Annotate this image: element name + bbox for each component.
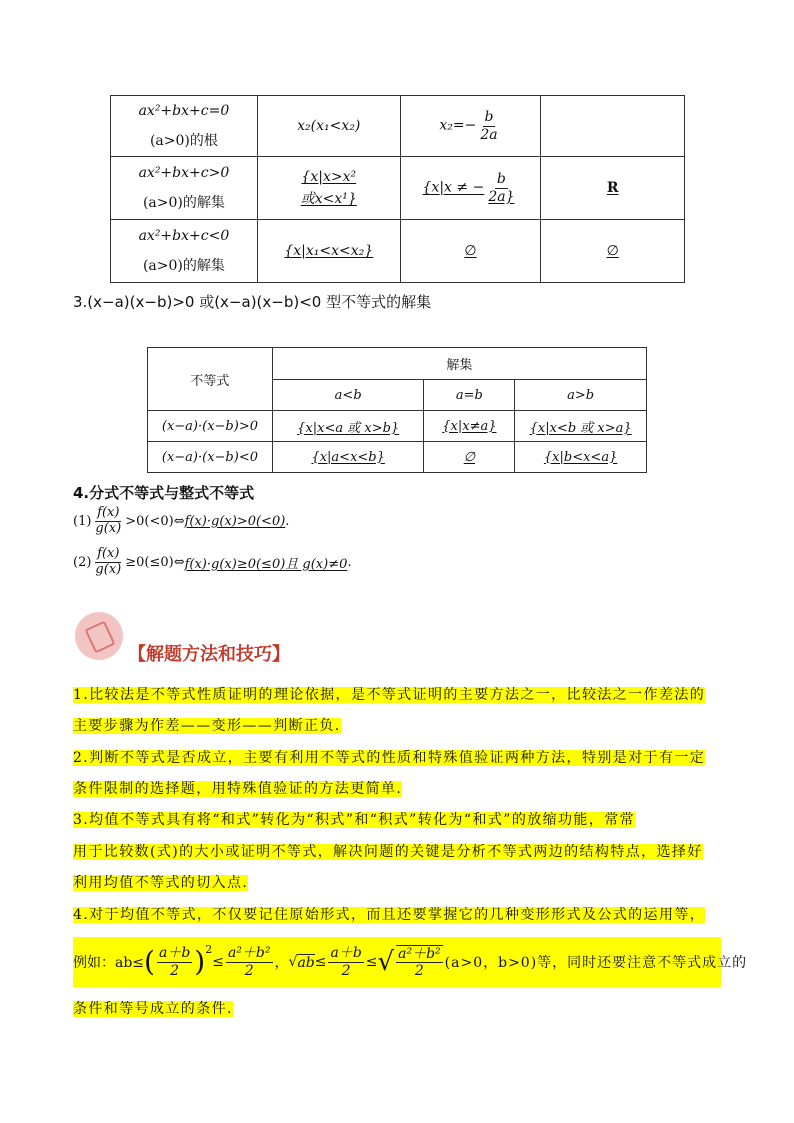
tip-line [73,840,721,864]
tip-line [73,808,721,832]
tip-text: 用于比较数(式)的大小或证明不等式，解决问题的关键是分析不等式两边的结构特点，选择好 [73,844,703,860]
tip-text: 4.对于均值不等式，不仅要记住原始形式，而且还要掌握它的几种变形形式及公式的运用等， [73,907,706,923]
fraction-denominator: 2a [480,126,498,143]
inequality-cell: (x−a)·(x−b)<0 [148,442,273,473]
fraction-numerator: f(x) [97,546,120,561]
table-cell [515,442,647,473]
table-row [111,96,685,157]
cell-text: x₂=− [439,118,477,134]
section-banner-title: 【解题方法和技巧】 [128,644,290,665]
subheader-a-lt-b: a<b [272,380,424,411]
formula-index: (2) [73,554,92,570]
condition-equation: ax²+bx+c=0 [138,103,230,119]
fraction-numerator: b [496,171,506,188]
tip-text: 条件限制的选择题，用特殊值验证的方法更简单. [73,781,403,797]
condition-equation: ax²+bx+c<0 [138,228,230,244]
condition-cell [111,220,258,283]
condition-label: (a>0)的解集 [142,258,225,274]
fraction-denominator: 2a} [488,188,515,205]
header-inequality: 不等式 [148,348,273,411]
formula-result: f(x)·g(x)>0(<0) [184,513,286,529]
table-cell [541,220,685,283]
cell-text: {x|a<x<b} [311,449,385,465]
fraction-numerator: a＋b [330,945,362,962]
tip-text: 条件和等号成立的条件. [73,1001,233,1017]
tip-text: 主要步骤为作差——变形——判断正负. [73,718,341,734]
table-cell [257,220,400,283]
tip-text: 3.均值不等式具有将“和式”转化为“积式”和“积式”转化为“和式”的放缩功能，常常 [73,812,636,828]
square-exponent: 2 [205,943,213,956]
table-row [111,157,685,220]
cell-text: ∅ [463,449,476,465]
cell-text: {x|x<a 或 x>b} [297,420,400,436]
condition-equation: ax²+bx+c>0 [138,165,230,181]
fraction-numerator: a²＋b² [398,945,441,962]
condition-label: (a>0)的根 [149,133,218,149]
cell-text: {x|b<x<a} [543,449,618,465]
quadratic-inequality-table [147,347,647,473]
formula-index: (1) [73,513,92,529]
subheader-a-eq-b: a=b [424,380,515,411]
table-row [148,442,647,473]
sqrt-icon: √ [288,954,298,970]
condition-label: (a>0)的解集 [142,195,225,211]
pencil-ruler-icon [75,612,123,660]
table-cell [541,157,685,220]
formula-text: ≥0(≤0)⇔ [125,554,185,570]
tip-line [73,871,721,895]
section-3-heading: 3.(x−a)(x−b)>0 或(x−a)(x−b)<0 型不等式的解集 [73,293,432,311]
empty-set-symbol: ∅ [606,243,619,259]
table-cell [541,96,685,157]
formula-end: . [347,554,352,570]
right-paren: ) [194,945,206,978]
cell-text: 或x<x¹} [300,191,357,207]
subheader-a-gt-b: a>b [515,380,647,411]
cell-text: {x|x₁<x<x₂} [284,243,374,259]
left-paren: ( [144,945,155,978]
fraction-denominator: g(x) [95,520,122,536]
cell-text: {x|x ≠ − [422,180,485,196]
comma: ， [274,955,289,971]
table-header-row [148,348,647,380]
table-cell [257,157,400,220]
tip-text: 2.判断不等式是否成立，主要有利用不等式的性质和特殊值验证两种方法，特别是对于有一定 [73,750,706,766]
table-cell [515,411,647,442]
sqrt-icon: √ [377,947,395,977]
le-sign: ≤ [365,954,378,970]
cell-text: {x|x>x² [301,169,357,185]
condition-cell [111,96,258,157]
condition-cell [111,157,258,220]
roots-solution-table [110,95,685,283]
table-cell [400,220,541,283]
tip-line [73,746,721,770]
table-cell [272,411,424,442]
fraction-denominator: 2 [244,962,254,979]
formula-result: f(x)·g(x)≥0(≤0)且 g(x)≠0 [184,556,348,572]
le-sign: ≤ [212,954,224,970]
table-cell [424,411,515,442]
fraction-denominator: 2 [414,963,424,979]
table-cell [400,96,541,157]
tip-line [73,777,721,801]
cell-text: {x|x≠a} [442,418,497,434]
table-row [148,411,647,442]
example-formula-line [73,937,748,987]
sqrt-radicand: ab [297,954,315,971]
fraction-denominator: 2 [341,962,351,979]
tip-text: 利用均值不等式的切入点. [73,875,249,891]
tip-line [73,714,721,738]
section-4-heading: 4.分式不等式与整式不等式 [73,484,255,502]
table-row [111,220,685,283]
table-cell: x₂(x₁<x₂) [257,96,400,157]
fraction-numerator: f(x) [97,505,120,520]
tip-line [73,683,721,707]
empty-set-symbol: ∅ [464,243,477,259]
fraction-numerator: a＋b [158,945,191,962]
table-cell [424,442,515,473]
formula-end: . [285,513,290,529]
example-tail: (a>0，b>0)等，同时还要注意不等式成立的 [444,955,748,971]
tip-text: 1.比较法是不等式性质证明的理论依据，是不等式证明的主要方法之一，比较法之一作差法的 [73,687,706,703]
fraction-denominator: g(x) [95,561,122,577]
cell-text: R [606,180,619,196]
formula-text: >0(<0)⇔ [125,513,185,529]
example-lead: 例如：ab≤ [73,955,145,971]
fraction-numerator: b [484,109,494,126]
le-sign: ≤ [314,954,327,970]
fraction-denominator: 2 [170,962,180,979]
fraction-numerator: a²＋b² [227,945,271,962]
table-cell [272,442,424,473]
tip-line [73,903,721,927]
header-solution-set: 解集 [272,348,646,380]
table-cell [400,157,541,220]
formula-2 [73,547,352,578]
formula-1 [73,506,289,537]
tip-line [73,997,721,1021]
inequality-cell: (x−a)·(x−b)>0 [148,411,273,442]
cell-text: {x|x<b 或 x>a} [529,420,632,436]
